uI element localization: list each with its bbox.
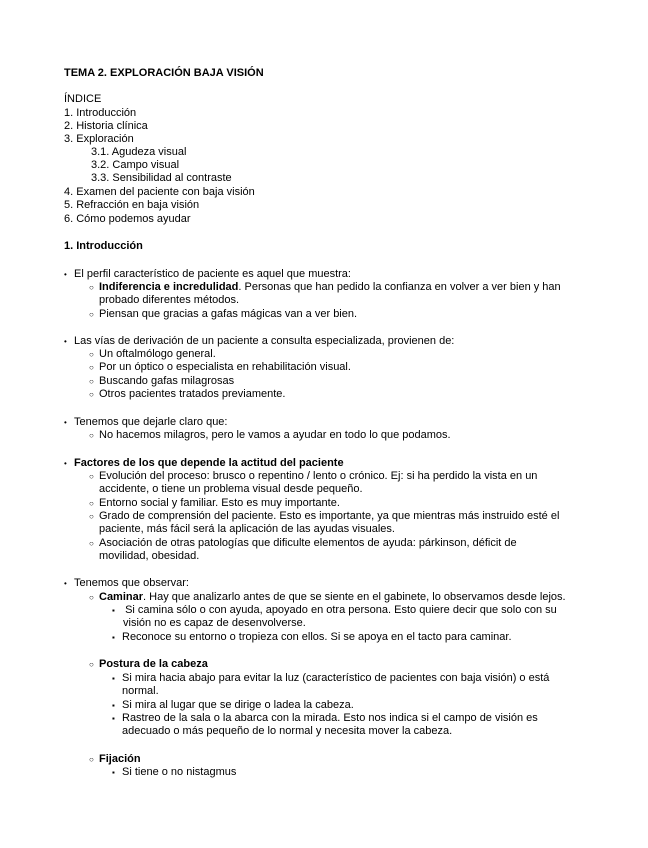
bullet-text: Las vías de derivación de un paciente a consulta especializada, provienen de: xyxy=(74,335,455,347)
sub-text: Por un óptico o especialista en rehabilitación visual. xyxy=(99,361,351,373)
subsub-text: Si mira al lugar que se dirige o ladea la cabeza. xyxy=(122,699,354,711)
small-bullet-icon: ▪ xyxy=(112,714,115,723)
sub-text: Otros pacientes tratados previamente. xyxy=(99,388,286,400)
bullet-item xyxy=(64,457,344,470)
document-title: TEMA 2. EXPLORACIÓN BAJA VISIÓN xyxy=(64,67,264,79)
small-bullet-icon: ▪ xyxy=(112,674,115,683)
small-bullet-icon: ▪ xyxy=(112,768,115,777)
sub-item xyxy=(89,753,141,766)
section-heading: 1. Introducción xyxy=(64,240,143,252)
small-bullet-icon: ▪ xyxy=(112,606,115,615)
sub-item xyxy=(89,497,340,510)
subsub-item xyxy=(112,631,512,644)
bullet-icon: • xyxy=(64,418,67,427)
sub-text: Grado de comprensión del paciente. Esto es importante, ya que mientras más instruido esté el xyxy=(99,510,560,522)
subsub-text: Si camina sólo o con ayuda, apoyado en otra persona. Esto quiere decir que solo con su xyxy=(125,604,557,616)
index-item: 3. Exploración xyxy=(64,133,134,145)
sub-text: Evolución del proceso: brusco o repentino / lento o crónico. Ej: si ha perdido la vista en un xyxy=(99,470,538,482)
sub-text: Entorno social y familiar. Esto es muy importante. xyxy=(99,497,340,509)
sub-text-cont: accidente, o tiene un problema visual desde pequeño. xyxy=(99,483,363,495)
sub-item xyxy=(89,470,537,483)
index-item: 1. Introducción xyxy=(64,107,137,119)
circle-bullet-icon: ○ xyxy=(89,660,94,669)
subsub-text-cont: visión no es capaz de desenvolverse. xyxy=(123,617,306,629)
bold-term: Indiferencia e incredulidad xyxy=(99,281,239,293)
bullet-icon: • xyxy=(64,270,67,279)
bullet-text: El perfil característico de paciente es aquel que muestra: xyxy=(74,268,351,280)
subsub-item xyxy=(112,672,549,685)
bullet-icon: • xyxy=(64,459,67,468)
sub-item xyxy=(89,510,559,523)
sub-text: . Personas que han pedido la confianza en volver a ver bien y han xyxy=(238,281,561,293)
sub-text: . Hay que analizarlo antes de que se siente en el gabinete, lo observamos desde lejos. xyxy=(143,591,566,603)
bullet-text: Factores de los que depende la actitud del paciente xyxy=(74,457,344,469)
index-subitem: 3.1. Agudeza visual xyxy=(91,146,187,158)
bullet-text: Tenemos que observar: xyxy=(74,577,189,589)
bullet-text: Tenemos que dejarle claro que: xyxy=(74,416,228,428)
bullet-item xyxy=(64,268,351,281)
small-bullet-icon: ▪ xyxy=(112,701,115,710)
index-subitem: 3.3. Sensibilidad al contraste xyxy=(91,172,232,184)
index-item: 4. Examen del paciente con baja visión xyxy=(64,186,255,198)
bullet-item xyxy=(64,335,454,348)
index-item: 6. Cómo podemos ayudar xyxy=(64,213,191,225)
sub-item xyxy=(89,658,208,671)
circle-bullet-icon: ○ xyxy=(89,363,94,372)
subsub-text-cont: normal. xyxy=(122,685,159,697)
sub-text: Asociación de otras patologías que dificulte elementos de ayuda: párkinson, déficit de xyxy=(99,537,517,549)
sub-text: Un oftalmólogo general. xyxy=(99,348,216,360)
circle-bullet-icon: ○ xyxy=(89,377,94,386)
subsub-item xyxy=(112,699,354,712)
subsub-item xyxy=(112,604,557,617)
sub-text: No hacemos milagros, pero le vamos a ayudar en todo lo que podamos. xyxy=(99,429,451,441)
subsub-text: Si tiene o no nistagmus xyxy=(122,766,237,778)
bullet-item xyxy=(64,577,189,590)
circle-bullet-icon: ○ xyxy=(89,390,94,399)
sub-text-cont: probado diferentes métodos. xyxy=(99,294,240,306)
bold-term: Fijación xyxy=(99,753,141,765)
circle-bullet-icon: ○ xyxy=(89,539,94,548)
sub-text: Buscando gafas milagrosas xyxy=(99,375,235,387)
sub-text-cont: paciente, más fácil será la aplicación de las ayudas visuales. xyxy=(99,523,395,535)
index-subitem: 3.2. Campo visual xyxy=(91,159,180,171)
subsub-text-cont: adecuado o más pequeño de lo normal y necesita mover la cabeza. xyxy=(122,725,453,737)
sub-item xyxy=(89,375,234,388)
circle-bullet-icon: ○ xyxy=(89,499,94,508)
sub-item xyxy=(89,361,351,374)
circle-bullet-icon: ○ xyxy=(89,472,94,481)
circle-bullet-icon: ○ xyxy=(89,431,94,440)
sub-item xyxy=(89,348,216,361)
subsub-text: Rastreo de la sala o la abarca con la mirada. Esto nos indica si el campo de visión es xyxy=(122,712,538,724)
small-bullet-icon: ▪ xyxy=(112,633,115,642)
circle-bullet-icon: ○ xyxy=(89,283,94,292)
sub-item xyxy=(89,308,357,321)
circle-bullet-icon: ○ xyxy=(89,512,94,521)
circle-bullet-icon: ○ xyxy=(89,755,94,764)
bullet-item xyxy=(64,416,227,429)
sub-item xyxy=(89,388,285,401)
index-item: 5. Refracción en baja visión xyxy=(64,199,200,211)
index-item: 2. Historia clínica xyxy=(64,120,148,132)
circle-bullet-icon: ○ xyxy=(89,593,94,602)
bold-term: Caminar xyxy=(99,591,144,603)
subsub-text: Si mira hacia abajo para evitar la luz (característico de pacientes con baja visión) o está xyxy=(122,672,550,684)
bullet-icon: • xyxy=(64,337,67,346)
sub-item xyxy=(89,429,451,442)
sub-item xyxy=(89,591,566,604)
sub-text-cont: movilidad, obesidad. xyxy=(99,550,200,562)
subsub-item xyxy=(112,766,236,779)
sub-text: Piensan que gracias a gafas mágicas van a ver bien. xyxy=(99,308,358,320)
subsub-item xyxy=(112,712,538,725)
sub-item xyxy=(89,537,517,550)
circle-bullet-icon: ○ xyxy=(89,310,94,319)
index-heading: ÍNDICE xyxy=(64,93,102,105)
subsub-text: Reconoce su entorno o tropieza con ellos. Si se apoya en el tacto para caminar. xyxy=(122,631,512,643)
bullet-icon: • xyxy=(64,579,67,588)
bold-term: Postura de la cabeza xyxy=(99,658,208,670)
circle-bullet-icon: ○ xyxy=(89,350,94,359)
sub-item xyxy=(89,281,561,294)
